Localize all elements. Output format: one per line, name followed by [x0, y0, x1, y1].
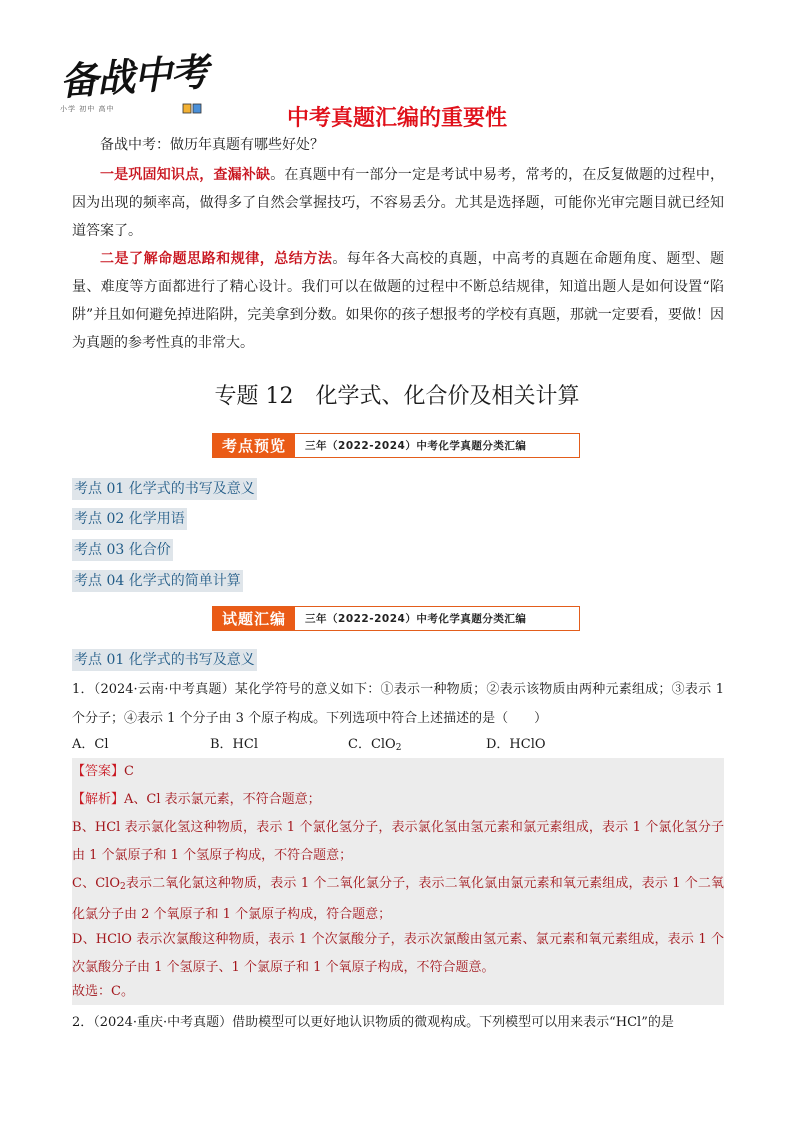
- intro-paragraph-2: [72, 245, 724, 357]
- analysis-line-a: 【解析】A、Cl 表示氯元素，不符合题意；: [72, 792, 321, 807]
- section-heading: 考点 01 化学式的书写及意义: [72, 649, 257, 671]
- intro-question: 备战中考：做历年真题有哪些好处？: [100, 137, 324, 153]
- question-1-options: [72, 730, 724, 759]
- option-a: A．Cl: [72, 737, 109, 752]
- answer-line: [72, 758, 724, 786]
- intro-p1-text: 。在真题中有一部分一定是考试中易考，常考的，在反复做题的过程中，因为出现的频率高，做得多了自然会掌握技巧，不容易丢分。尤其是选择题，可能你光审完题目就已经知道答案了。: [72, 167, 724, 239]
- banner-preview-tag: 考点预览: [213, 434, 295, 457]
- answer-value: C: [124, 764, 134, 779]
- banner-questions-text: 三年（2022-2024）中考化学真题分类汇编: [305, 613, 527, 625]
- intro-p1-lead: 一是巩固知识点，查漏补缺: [100, 167, 271, 183]
- toc-item-3[interactable]: 考点 03 化合价: [72, 539, 173, 561]
- page-title: 中考真题汇编的重要性: [286, 106, 507, 131]
- answer-label: 【答案】: [72, 764, 125, 779]
- banner-questions-tag: 试题汇编: [213, 607, 295, 630]
- analysis-line-b: B、HCl 表示氯化氢这种物质，表示 1 个氯化氢分子，表示氯化氢由氢元素和氯元素组成，表示 1 个氯化氢分子由 1 个氯原子和 1 个氢原子构成，不符合题意；: [72, 820, 724, 863]
- intro-p2-text: 。每年各大高校的真题，中高考的真题在命题角度、题型、题量、难度等方面都进行了精心设计。我们可以在做题的过程中不断总结规律，知道出题人是如何设置“陷阱”并且如何避免掉进陷阱，完美拿到分数。如果你的孩子想报考的学校有真题，那就一定要看，要做！因为真题的参考性真的非常大。: [72, 251, 725, 351]
- question-1-stem: 1．（2024·云南·中考真题）某化学符号的意义如下：①表示一种物质；②表示该物质由两种元素组成；③表示 1 个分子；④表示 1 个分子由 3 个原子构成。下列选项中符合上述描述的是（ ）: [72, 682, 724, 726]
- analysis-line-c: C、ClO$_2$表示二氧化氯这种物质，表示 1 个二氧化氯分子，表示二氧化氯由氯元素和氧元素组成，表示 1 个二氧化氯分子由 2 个氧原子和 1 个氯原子构成，符合题意；: [72, 876, 724, 922]
- toc-item-4[interactable]: 考点 04 化学式的简单计算: [72, 570, 243, 592]
- banner-preview-text: 三年（2022-2024）中考化学真题分类汇编: [305, 440, 527, 452]
- banner-preview: [212, 433, 580, 458]
- conclusion: 故选：C。: [72, 984, 134, 999]
- logo-text: 备战中考: [58, 49, 210, 104]
- banner-questions: [212, 606, 580, 631]
- question-2-stem: 2．（2024·重庆·中考真题）借助模型可以更好地认识物质的微观构成。下列模型可以用来表示“HCl”的是: [72, 1015, 674, 1030]
- option-b: B．HCl: [210, 737, 258, 752]
- option-d: D．HClO: [486, 737, 546, 752]
- toc-item-2[interactable]: 考点 02 化学用语: [72, 508, 187, 530]
- analysis-label: 【解析】: [72, 792, 125, 807]
- logo-subtext: 小学 初中 高中: [60, 105, 115, 113]
- analysis-line-d: D、HClO 表示次氯酸这种物质，表示 1 个次氯酸分子，表示次氯酸由氢元素、氯元素和氧元素组成，表示 1 个次氯酸分子由 1 个氢原子、1 个氯原子和 1 个氧原子构成，不符合题意。: [72, 932, 724, 975]
- toc-item-1[interactable]: 考点 01 化学式的书写及意义: [72, 478, 257, 500]
- intro-paragraph-1: [72, 161, 724, 245]
- option-c: C．ClO$_2$: [348, 737, 402, 753]
- topic-title: 专题 12 化学式、化合价及相关计算: [214, 384, 580, 409]
- intro-p2-lead: 二是了解命题思路和规律，总结方法: [100, 251, 333, 267]
